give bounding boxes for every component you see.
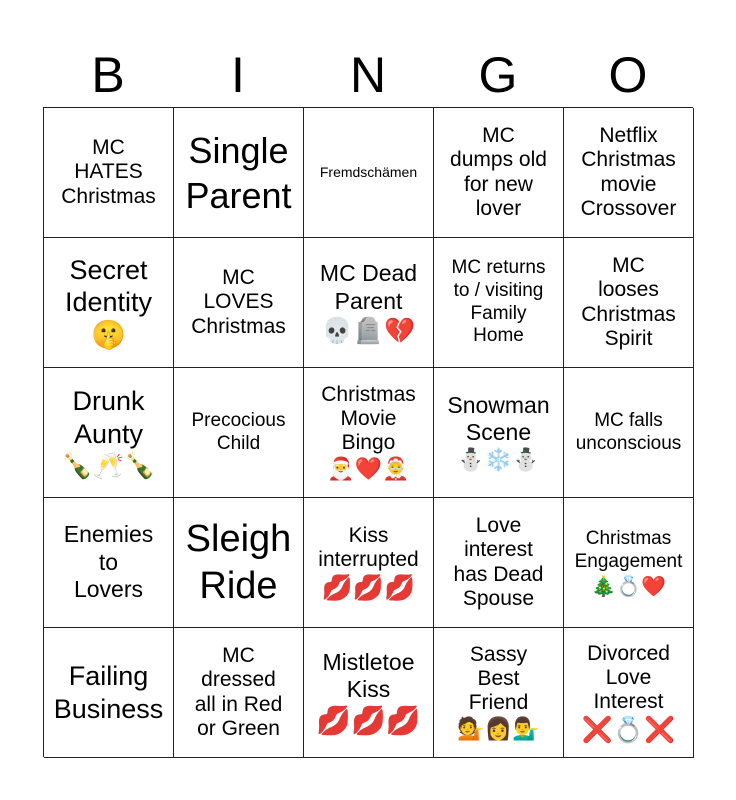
cell-text: Christmas Movie Bingo: [321, 383, 416, 455]
tree-ring-heart-emoji-icon: 🎄💍❤️: [591, 574, 666, 599]
bingo-cell[interactable]: [44, 498, 174, 628]
cell-text: Secret Identity: [64, 254, 153, 318]
cell-text: MC dressed all in Red or Green: [194, 644, 283, 740]
cell-text: MC dumps old for new lover: [450, 124, 547, 220]
bingo-cell[interactable]: [564, 498, 694, 628]
santa-heart-emoji-icon: 🎅❤️🤶: [327, 456, 410, 482]
bingo-cell[interactable]: [434, 628, 564, 758]
bingo-cell[interactable]: [304, 238, 434, 368]
bingo-cell[interactable]: [44, 368, 174, 498]
header-letter-b: B: [91, 47, 125, 103]
cell-text: Love interest has Dead Spouse: [453, 514, 544, 610]
bingo-cell[interactable]: [564, 628, 694, 758]
cell-text: Netflix Christmas movie Crossover: [580, 124, 677, 220]
header-letter-g: G: [478, 47, 518, 103]
bingo-cell[interactable]: [304, 368, 434, 498]
header-letter-i: I: [231, 47, 245, 103]
bingo-cell[interactable]: [304, 108, 434, 238]
bingo-cell[interactable]: [304, 498, 434, 628]
cell-text: MC HATES Christmas: [61, 136, 156, 208]
cell-text: Drunk Aunty: [72, 386, 145, 449]
bingo-cell[interactable]: [434, 238, 564, 368]
header-letter-o: O: [608, 47, 648, 103]
cross-ring-emoji-icon: ❌💍❌: [581, 714, 676, 744]
kiss-lips-emoji-icon: 💋💋💋: [316, 703, 421, 737]
bingo-cell[interactable]: [174, 628, 304, 758]
header-letter-n: N: [349, 47, 387, 103]
cell-text: Fremdschämen: [319, 164, 418, 181]
cell-text: MC LOVES Christmas: [191, 266, 286, 338]
cell-text: Snowman Scene: [447, 391, 550, 446]
cell-text: Divorced Love Interest: [587, 641, 670, 713]
cell-text: Failing Business: [53, 661, 164, 724]
bingo-cell[interactable]: [564, 238, 694, 368]
bingo-cell[interactable]: [174, 368, 304, 498]
bingo-cell[interactable]: [434, 368, 564, 498]
cell-text: MC falls unconscious: [575, 409, 682, 454]
kiss-lips-emoji-icon: 💋💋💋: [321, 572, 416, 602]
shush-emoji-icon: 🤫: [91, 318, 126, 352]
bingo-cell[interactable]: [564, 368, 694, 498]
bingo-cell[interactable]: [174, 238, 304, 368]
champagne-emoji-icon: 🍾🥂🍾: [61, 451, 156, 481]
cell-text: Precocious Child: [191, 409, 286, 454]
skull-tombstone-heart-emoji-icon: 💀🪦💔: [321, 316, 416, 346]
bingo-cell[interactable]: [44, 628, 174, 758]
bingo-cell[interactable]: [44, 108, 174, 238]
cell-text: Enemies to Lovers: [63, 521, 154, 603]
cell-text: Sassy Best Friend: [468, 643, 529, 715]
cell-text: Kiss interrupted: [318, 523, 419, 571]
bingo-cell[interactable]: [434, 108, 564, 238]
bingo-cell[interactable]: [174, 498, 304, 628]
bingo-cell[interactable]: [174, 108, 304, 238]
bingo-cell[interactable]: [44, 238, 174, 368]
cell-text: Single Parent: [185, 129, 292, 216]
cell-text: MC looses Christmas Spirit: [581, 254, 676, 350]
cell-text: MC Dead Parent: [319, 260, 418, 314]
cell-text: MC returns to / visiting Family Home: [451, 256, 546, 347]
bingo-cell[interactable]: [434, 498, 564, 628]
cell-text: Mistletoe Kiss: [322, 648, 415, 703]
cell-text: Christmas Engagement: [574, 527, 683, 572]
bingo-grid: [43, 107, 693, 757]
bingo-header: [43, 44, 693, 106]
bingo-cell[interactable]: [304, 628, 434, 758]
cell-text: Sleigh Ride: [185, 518, 292, 607]
bingo-cell[interactable]: [564, 108, 694, 238]
snowman-snowflake-emoji-icon: ⛄❄️⛄: [457, 448, 540, 473]
sassy-person-emoji-icon: 💁👩💁‍♂️: [457, 716, 540, 742]
